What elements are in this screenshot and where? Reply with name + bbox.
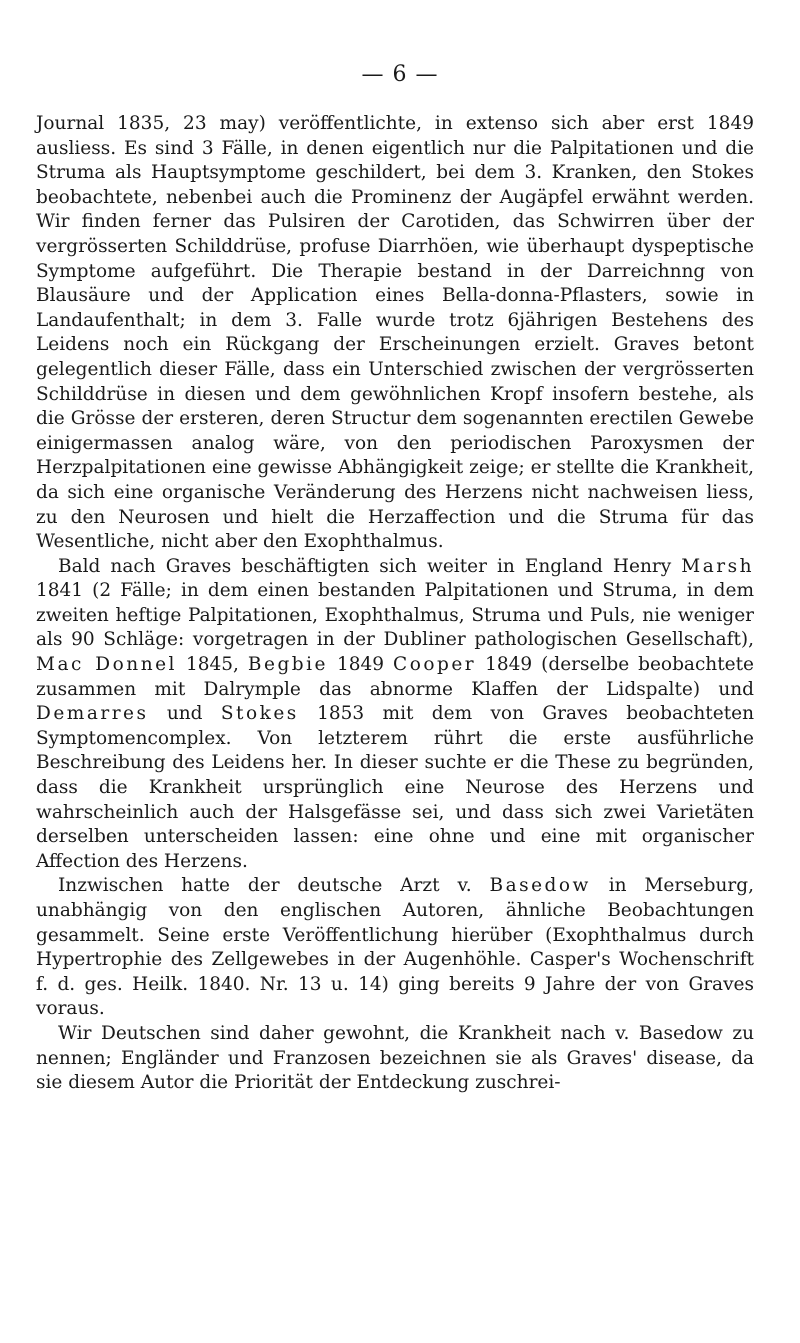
paragraph-2-text: 1845, — [176, 654, 248, 676]
name-cooper: Cooper — [393, 654, 477, 676]
paragraph-4: Wir Deutschen sind daher gewohnt, die Krankheit nach v. Basedow zu nennen; Engländer und Franzosen bezeichnen sie als Graves' disease, da sie diesem Autor die Priorität der Entdeckung zuschrei- — [36, 1022, 754, 1094]
name-begbie: Begbie — [247, 654, 328, 676]
paragraph-3 — [36, 874, 754, 1022]
paragraph-2-text: 1853 mit dem von Graves beobachteten Symptomencomplex. Von letzterem rührt die erste ausführliche Beschreibung des Leidens her. In dieser suchte er die These zu begründen, dass die Krankheit ursprünglich eine Neurose des Herzens und wahrscheinlich auch der Halsgefässe sei, und dass sich zwei Varietäten derselben unterscheiden lassen: eine ohne und eine mit organischer Affection des Herzens. — [36, 703, 754, 872]
name-basedow: Basedow — [489, 875, 591, 897]
body-text — [36, 112, 754, 1096]
paragraph-2-text: 1849 — [328, 654, 394, 676]
name-mac-donnel: Mac Donnel — [36, 654, 177, 676]
page-number: — 6 — — [361, 62, 439, 87]
paragraph-3-text: in Merseburg, unabhängig von den englischen Autoren, ähnliche Beobachtungen gesammelt. Seine erste Veröffentlichung hierüber (Exophthalmus durch Hypertrophie des Zellgewebes in der Augenhöhle. Casper's Wochenschrift f. d. ges. Heilk. 1840. Nr. 13 u. 14) ging bereits 9 Jahre der von Graves voraus. — [36, 875, 754, 1020]
paragraph-1: Journal 1835, 23 may) veröffentlichte, in extenso sich aber erst 1849 ausliess. Es sind 3 Fälle, in denen eigentlich nur die Palpitationen und die Struma als Hauptsymptome geschildert, bei dem 3. Kranken, den Stokes beobachtete, nebenbei auch die Prominenz der Augäpfel erwähnt werden. Wir finden ferner das Pulsiren der Carotiden, das Schwirren über der vergrösserten Schilddrüse, profuse Diarrhöen, wie überhaupt dyspeptische Symptome aufgeführt. Die Therapie bestand in der Darreichnng von Blausäure und der Application eines Bella-donna-Pflasters, sowie in Landaufenthalt; in dem 3. Falle wurde trotz 6jährigen Bestehens des Leidens noch ein Rückgang der Erscheinungen erzielt. Graves betont gelegentlich dieser Fälle, dass ein Unterschied zwischen der vergrösserten Schilddrüse in diesen und dem gewöhnlichen Kropf insofern bestehe, als die Grösse der ersteren, deren Structur dem sogenannten erectilen Gewebe einigermassen analog wäre, von den periodischen Paroxysmen der Herzpalpitationen eine gewisse Abhängigkeit zeige; er stellte die Krankheit, da sich eine organische Veränderung des Herzens nicht nachweisen liess, zu den Neurosen und hielt die Herzaffection und die Struma für das Wesentliche, nicht aber den Exophthalmus. — [36, 113, 754, 553]
name-demarres: Demarres — [36, 703, 149, 725]
paragraph-2-text: 1841 (2 Fälle; in dem einen bestanden Palpitationen und Struma, in dem zweiten heftige Palpitationen, Exophthalmus, Struma und Puls, nie weniger als 90 Schläge: vorgetragen in der Dubliner pathologischen Gesellschaft), — [36, 580, 754, 651]
paragraph-2-text: 1849 (derselbe beobachtete zusammen mit Dalrymple das abnorme Klaffen der Lidspalte) und — [36, 654, 754, 700]
paragraph-3-text: Inzwischen hatte der deutsche Arzt v. — [58, 875, 490, 897]
paragraph-2-text: und — [148, 703, 221, 725]
paragraph-2-text: Bald nach Graves beschäftigten sich weiter in England Henry — [58, 555, 682, 577]
name-stokes: Stokes — [220, 703, 299, 725]
name-marsh: Marsh — [681, 555, 754, 577]
paragraph-2 — [36, 555, 754, 875]
